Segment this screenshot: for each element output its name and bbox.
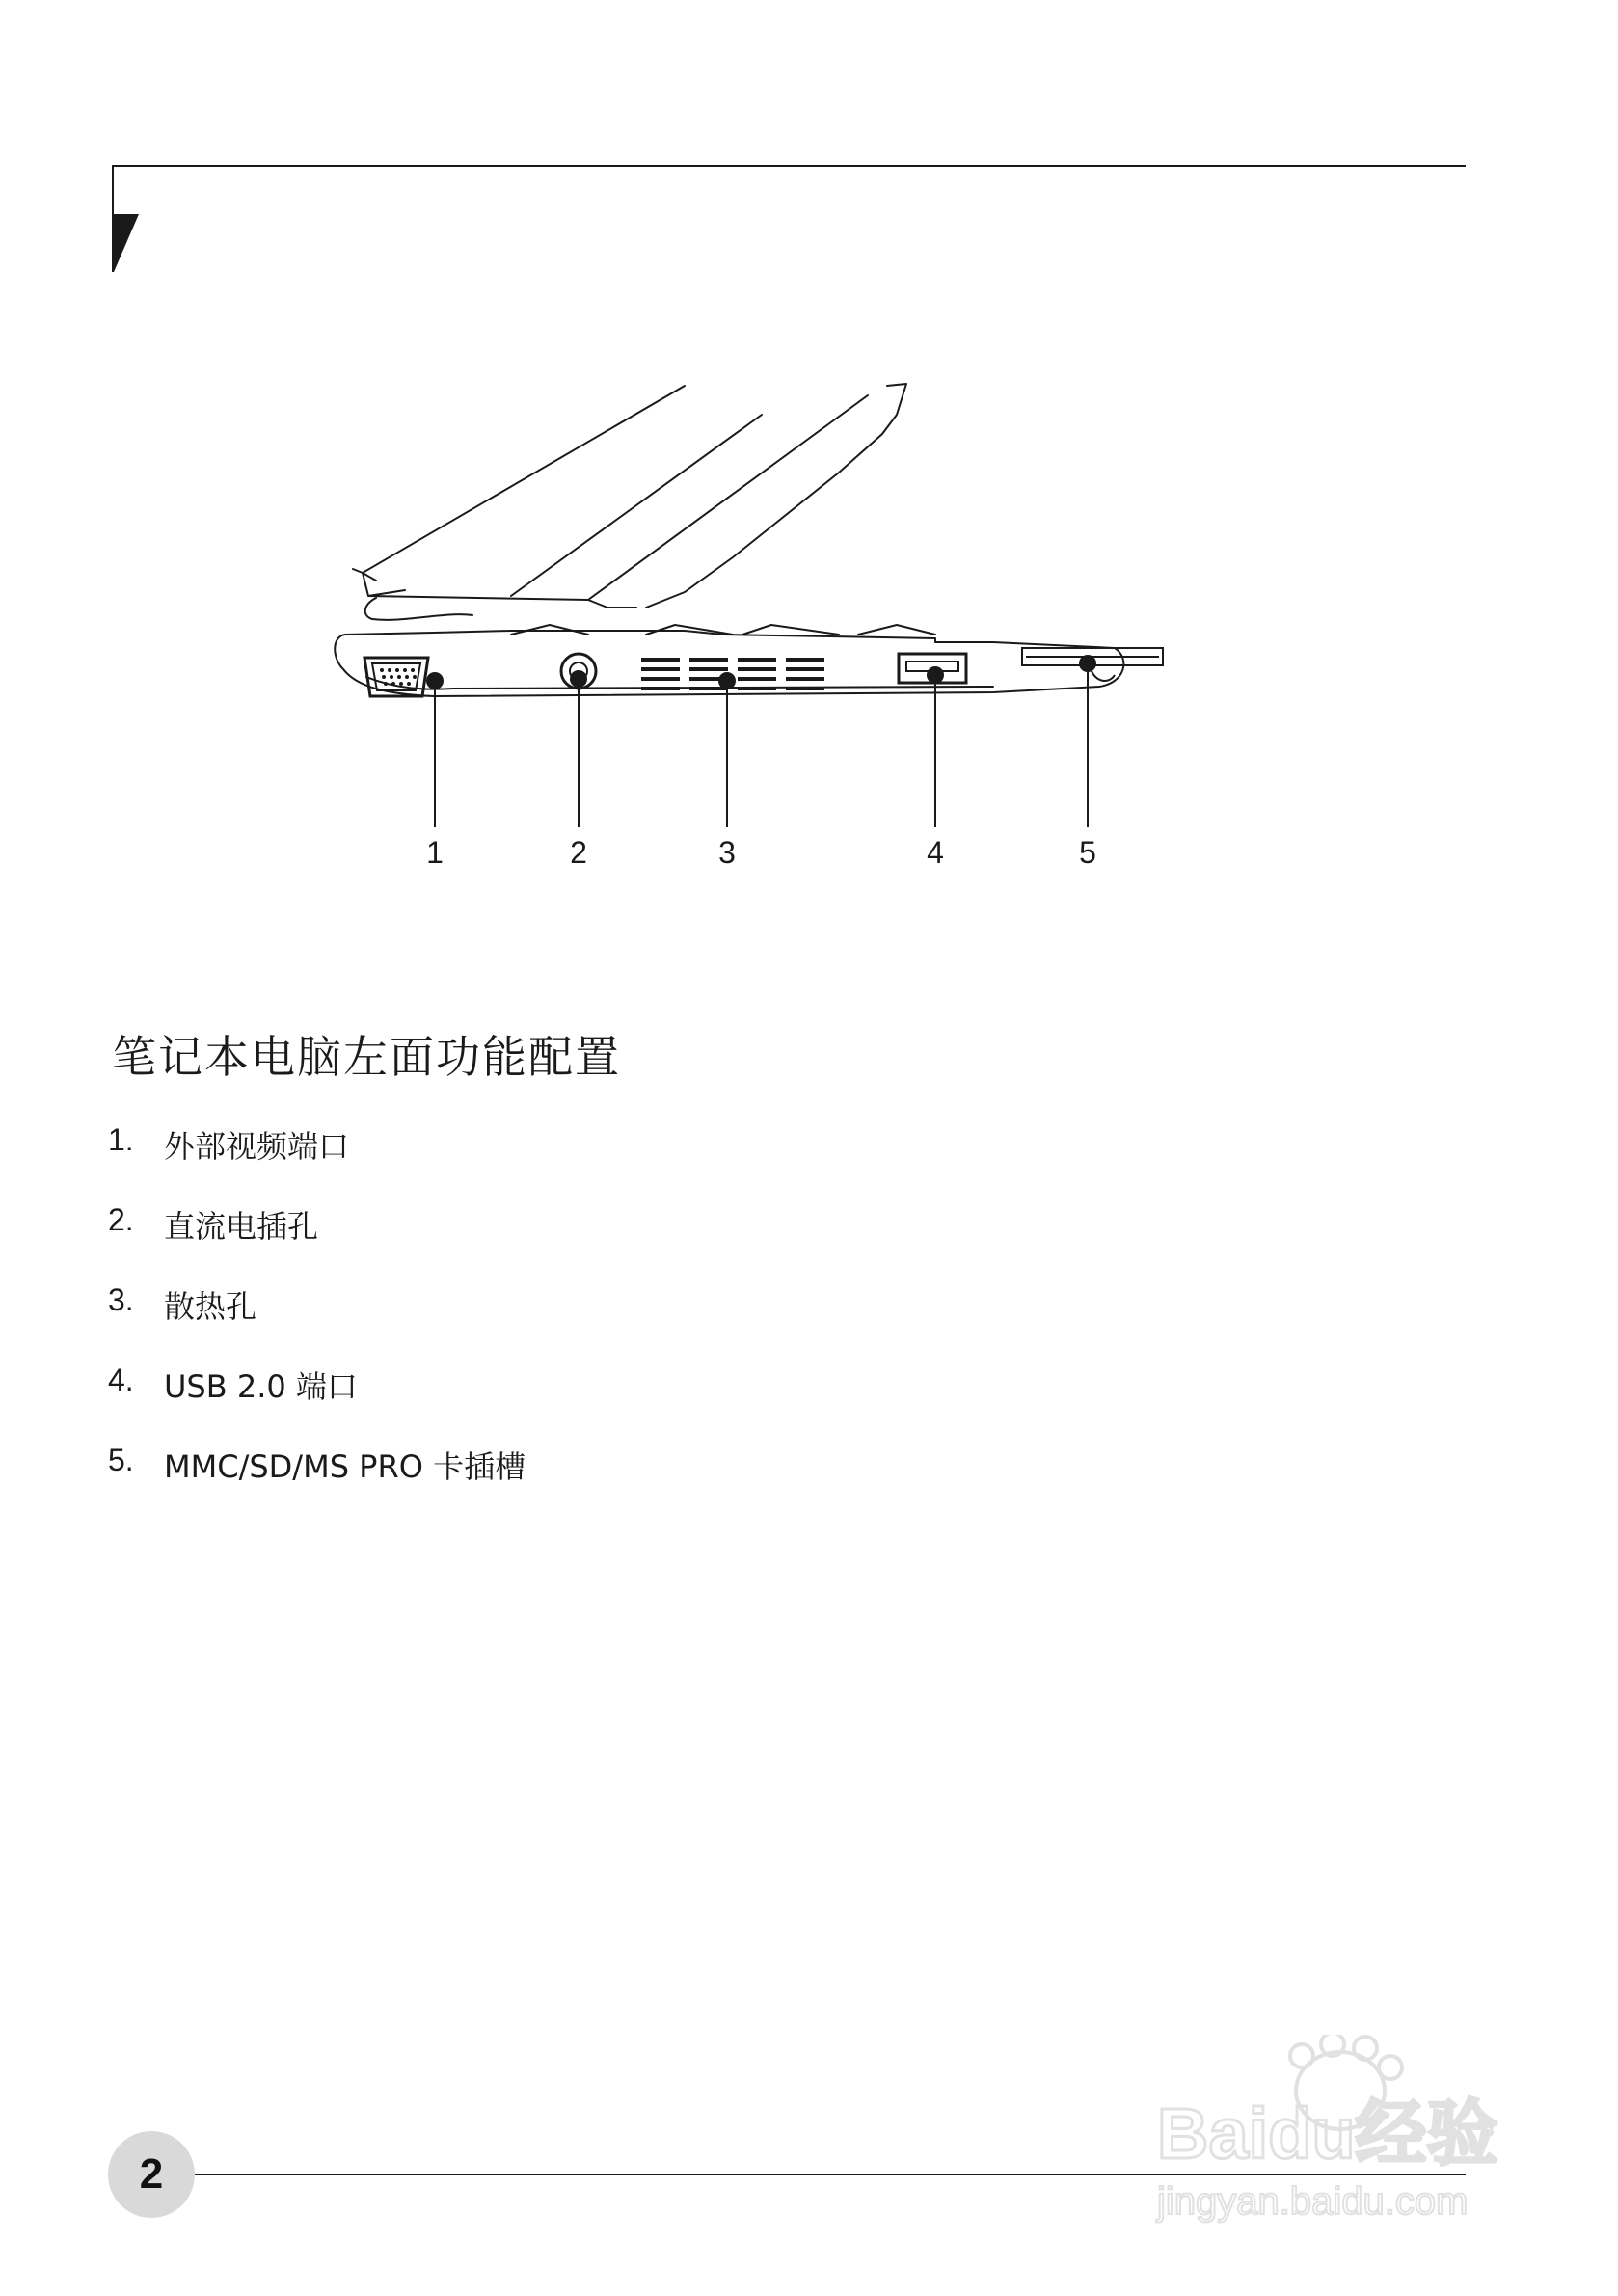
list-item [108,1202,526,1283]
list-item [108,1122,526,1202]
laptop-left-side-illustration [318,376,1244,897]
list-item [108,1363,526,1443]
list-item-text: MMC/SD/MS PRO 卡插槽 [164,1448,526,1485]
hinge [365,598,472,620]
watermark-url: jingyan.baidu.com [1157,2180,1469,2223]
list-item-number: 3. [108,1283,134,1317]
page-number-badge: 2 [108,2131,195,2218]
screen-top [646,384,906,608]
header-frame [0,0,1618,289]
callout-1: 1 [426,835,444,870]
list-item-text: USB 2.0 端口 [164,1368,358,1405]
list-item-number: 2. [108,1202,134,1237]
vga-port [364,658,428,696]
list-item-number: 4. [108,1363,134,1397]
feature-list [108,1122,526,1523]
corner-tab-icon [112,214,139,272]
list-item [108,1283,526,1363]
callout-4: 4 [927,835,944,870]
list-item-text: 散热孔 [164,1288,257,1325]
callout-2: 2 [570,835,587,870]
list-item-number: 5. [108,1443,134,1477]
list-item-number: 1. [108,1122,134,1157]
watermark-brand: Baidu经验 [1157,2093,1498,2174]
lid-outline [363,386,868,608]
callout-3: 3 [718,835,736,870]
baidu-watermark-logo [1147,2035,1552,2228]
list-item-text: 直流电插孔 [164,1208,319,1245]
list-item-text: 外部视频端口 [164,1128,350,1165]
list-item [108,1443,526,1523]
section-title: 笔记本电脑左面功能配置 [112,1031,621,1083]
callout-5: 5 [1079,835,1096,870]
